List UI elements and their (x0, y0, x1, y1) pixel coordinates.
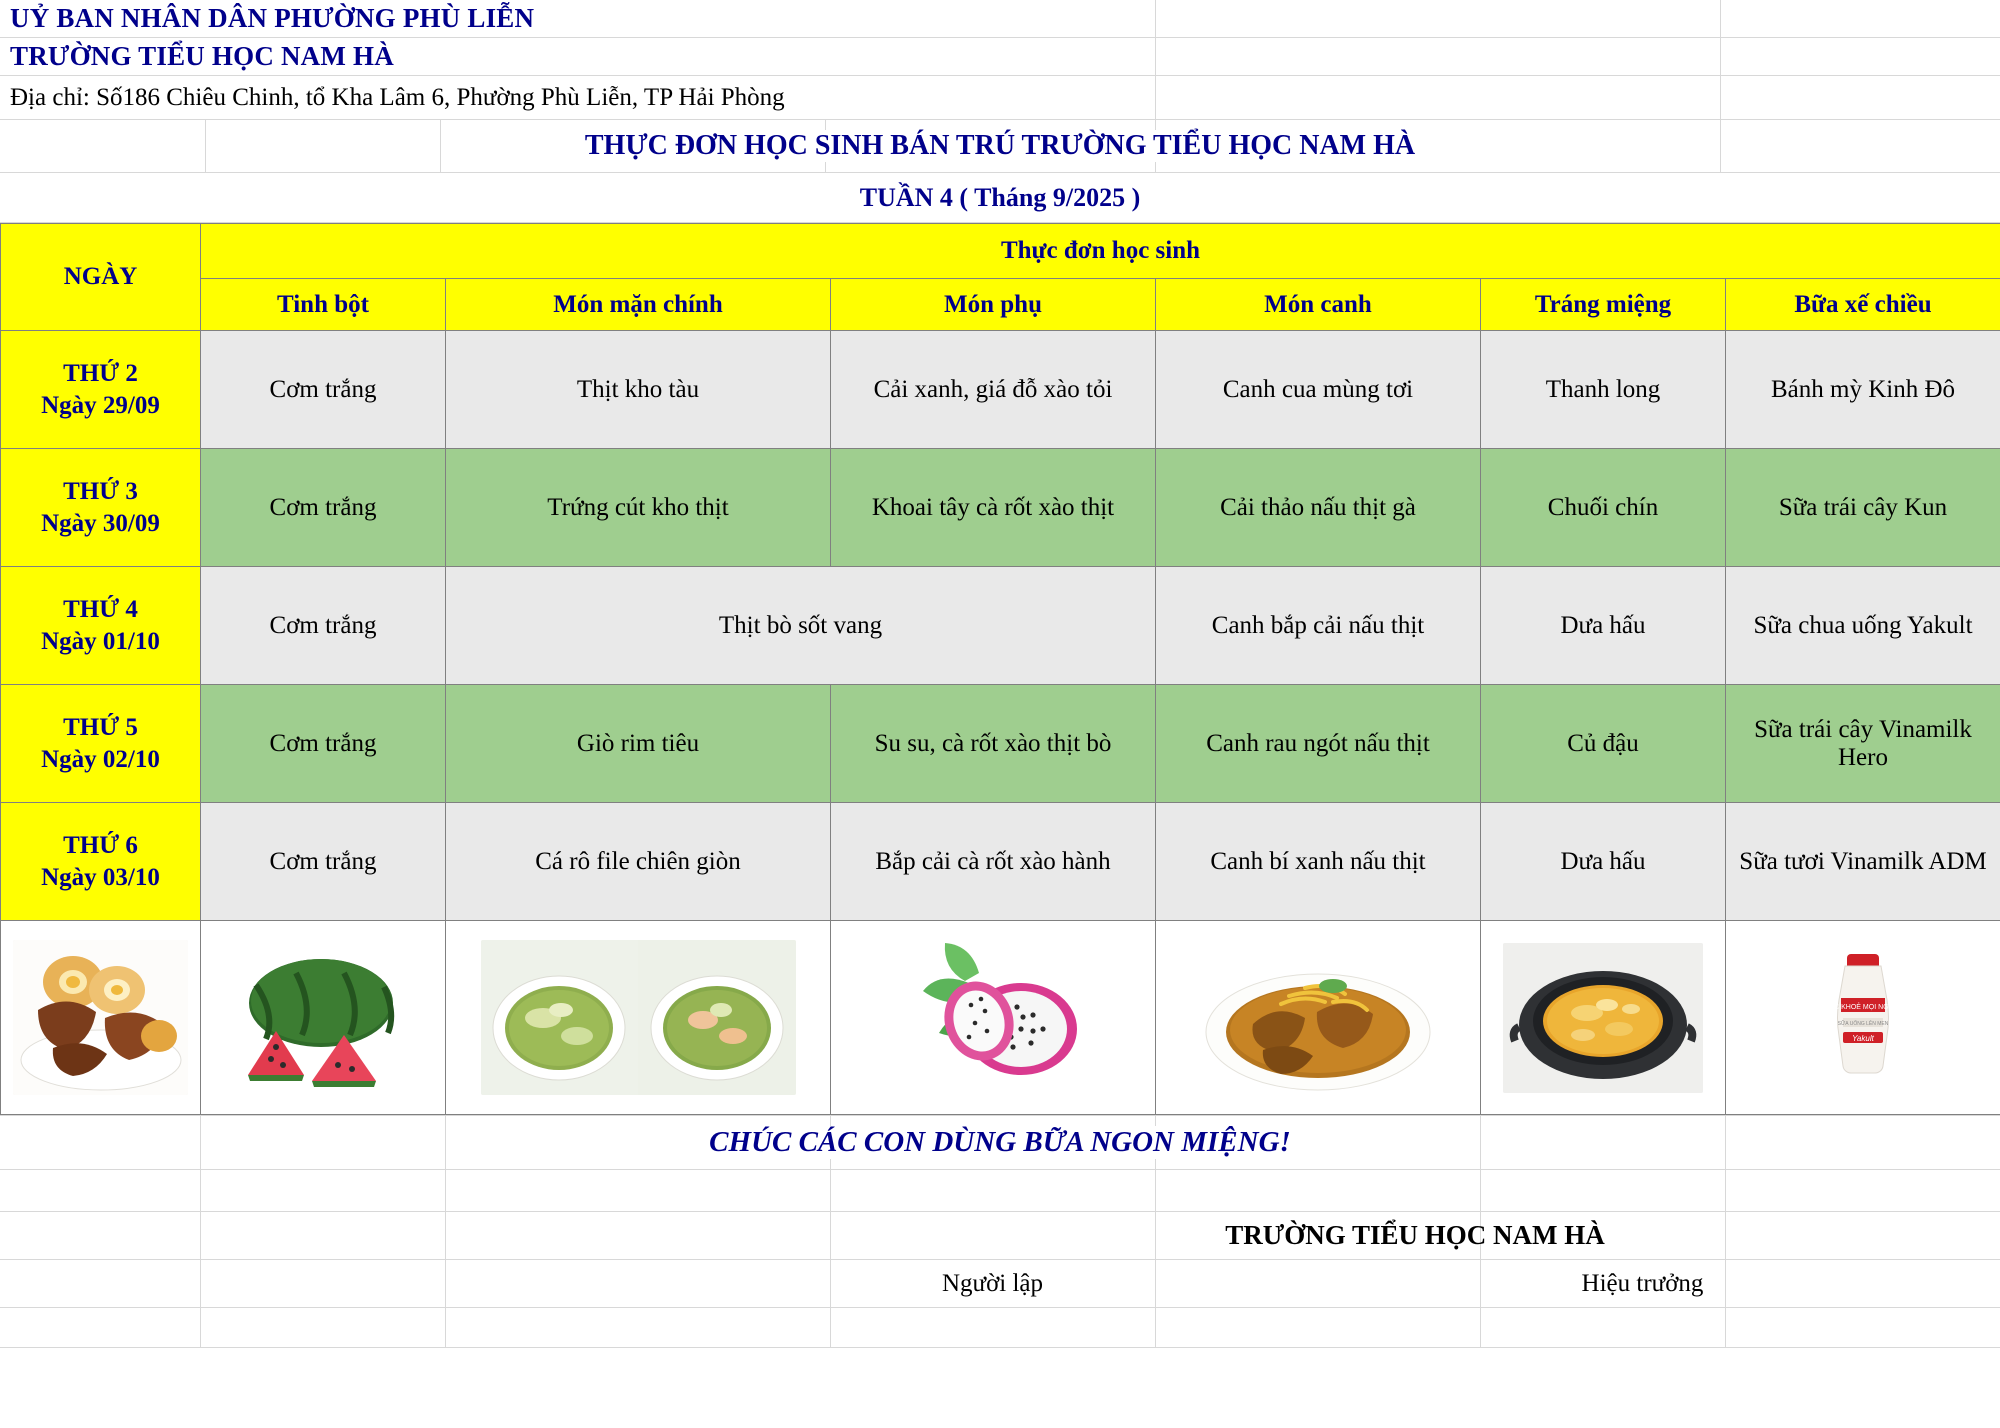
header-spacer-right-3 (1720, 76, 2000, 119)
table-row (1, 685, 2000, 803)
header-spacer-right (1720, 0, 2000, 37)
cell-main-dish: Thịt bò sốt vang (446, 567, 1156, 685)
pumpkin-soup-pot-photo (1503, 943, 1703, 1093)
cell-snack: Sữa trái cây Vinamilk Hero (1726, 685, 2000, 803)
svg-text:SỨC KHOẺ MỌI NGƯỜI: SỨC KHOẺ MỌI NGƯỜI (1823, 1004, 1903, 1011)
column-header-starch: Tinh bột (201, 279, 446, 331)
cell-dessert: Dưa hấu (1481, 567, 1726, 685)
cell-side-dish: Khoai tây cà rốt xào thịt (831, 449, 1156, 567)
day-name: THỨ 5 (63, 714, 138, 742)
column-header-main-dish: Món mặn chính (446, 279, 831, 331)
photo-cell-5 (1156, 921, 1481, 1115)
food-photo-strip (1, 921, 2000, 1115)
cell-starch: Cơm trắng (201, 449, 446, 567)
column-header-day: NGÀY (1, 224, 201, 331)
main-title-row (0, 120, 2000, 173)
cell-starch: Cơm trắng (201, 803, 446, 921)
cell-starch: Cơm trắng (201, 331, 446, 449)
header-row-address (0, 76, 2000, 120)
watermelon-photo (226, 943, 421, 1093)
yakult-bottle-photo (1813, 940, 1913, 1095)
cell-side-dish: Su su, cà rốt xào thịt bò (831, 685, 1156, 803)
table-row (1, 449, 2000, 567)
cell-starch: Cơm trắng (201, 685, 446, 803)
day-date: Ngày 29/09 (41, 391, 160, 419)
header-spacer-mid-3 (1155, 76, 1720, 119)
table-head-group-row (1, 224, 2000, 279)
photo-cell-3 (446, 921, 831, 1115)
cell-soup: Canh bắp cải nấu thịt (1156, 567, 1481, 685)
day-name: THỨ 3 (63, 478, 138, 506)
table-row (1, 567, 2000, 685)
day-cell (1, 803, 201, 921)
photo-cell-6 (1481, 921, 1726, 1115)
column-header-side-dish: Món phụ (831, 279, 1156, 331)
cell-snack: Sữa chua uống Yakult (1726, 567, 2000, 685)
photo-cell-7 (1726, 921, 2000, 1115)
svg-text:Yakult: Yakult (1852, 1034, 1874, 1043)
cell-soup: Canh bí xanh nấu thịt (1156, 803, 1481, 921)
document-header (0, 0, 2000, 223)
cell-dessert: Củ đậu (1481, 685, 1726, 803)
footer-school-row (0, 1212, 2000, 1260)
cell-snack: Bánh mỳ Kinh Đô (1726, 331, 2000, 449)
document-footer (0, 1115, 2000, 1348)
header-row-org2 (0, 38, 2000, 76)
column-header-soup: Món canh (1156, 279, 1481, 331)
school-address: Địa chỉ: Số186 Chiêu Chinh, tổ Kha Lâm 6, Phường Phù Liễn, TP Hải Phòng (10, 83, 785, 111)
footer-blank-row-2 (0, 1308, 2000, 1348)
organization-name-upper: UỶ BAN NHÂN DÂN PHƯỜNG PHÙ LIỄN (10, 3, 535, 33)
braised-pork-eggs-photo (13, 940, 188, 1095)
footer-blank-row-1 (0, 1170, 2000, 1212)
photo-cell-4 (831, 921, 1156, 1115)
day-cell (1, 331, 201, 449)
column-header-dessert: Tráng miệng (1481, 279, 1726, 331)
day-date: Ngày 02/10 (41, 745, 160, 773)
day-name: THỨ 2 (63, 360, 138, 388)
day-name: THỨ 4 (63, 596, 138, 624)
day-cell (1, 567, 201, 685)
photo-cell-1 (1, 921, 201, 1115)
cell-side-dish: Bắp cải cà rốt xào hành (831, 803, 1156, 921)
footer-preparer-label: Người lập (941, 1269, 1044, 1297)
beef-stew-photo (1193, 940, 1443, 1095)
cell-starch: Cơm trắng (201, 567, 446, 685)
day-date: Ngày 30/09 (41, 509, 160, 537)
vegetable-soup-bowls-photo (481, 940, 796, 1095)
day-date: Ngày 01/10 (41, 627, 160, 655)
cell-snack: Sữa trái cây Kun (1726, 449, 2000, 567)
photo-cell-2 (201, 921, 446, 1115)
cell-side-dish: Cải xanh, giá đỗ xào tỏi (831, 331, 1156, 449)
header-spacer-mid-2 (1155, 38, 1720, 75)
day-date: Ngày 03/10 (41, 863, 160, 891)
header-spacer-right-2 (1720, 38, 2000, 75)
day-cell (1, 685, 201, 803)
wish-row (0, 1115, 2000, 1170)
footer-principal-label: Hiệu trưởng (1581, 1269, 1704, 1297)
header-spacer-mid (1155, 0, 1720, 37)
cell-snack: Sữa tươi Vinamilk ADM (1726, 803, 2000, 921)
week-subtitle: TUẦN 4 ( Tháng 9/2025 ) (854, 183, 1147, 213)
day-cell (1, 449, 201, 567)
column-group-header: Thực đơn học sinh (201, 224, 2000, 279)
cell-dessert: Thanh long (1481, 331, 1726, 449)
table-row (1, 331, 2000, 449)
wish-message: CHÚC CÁC CON DÙNG BỮA NGON MIỆNG! (701, 1126, 1299, 1159)
footer-school-name: TRƯỜNG TIỂU HỌC NAM HÀ (1225, 1220, 1605, 1250)
page-title: THỰC ĐƠN HỌC SINH BÁN TRÚ TRƯỜNG TIỂU HỌC NAM HÀ (579, 130, 1421, 162)
day-name: THỨ 6 (63, 832, 138, 860)
cell-dessert: Dưa hấu (1481, 803, 1726, 921)
cell-main-dish: Thịt kho tàu (446, 331, 831, 449)
footer-signature-row (0, 1260, 2000, 1308)
school-name: TRƯỜNG TIỂU HỌC NAM HÀ (10, 41, 394, 71)
table-row (1, 803, 2000, 921)
header-row-org1 (0, 0, 2000, 38)
cell-soup: Canh rau ngót nấu thịt (1156, 685, 1481, 803)
dragon-fruit-photo (883, 943, 1103, 1093)
svg-text:SỮA UỐNG LÊN MEN: SỮA UỐNG LÊN MEN (1837, 1021, 1889, 1027)
column-header-afternoon-snack: Bữa xế chiều (1726, 279, 2000, 331)
cell-main-dish: Trứng cút kho thịt (446, 449, 831, 567)
cell-dessert: Chuối chín (1481, 449, 1726, 567)
cell-soup: Cải thảo nấu thịt gà (1156, 449, 1481, 567)
cell-soup: Canh cua mùng tơi (1156, 331, 1481, 449)
week-title-row (0, 173, 2000, 223)
menu-table (0, 223, 2000, 1115)
cell-main-dish: Giò rim tiêu (446, 685, 831, 803)
cell-main-dish: Cá rô file chiên giòn (446, 803, 831, 921)
table-head-columns-row (1, 279, 2000, 331)
